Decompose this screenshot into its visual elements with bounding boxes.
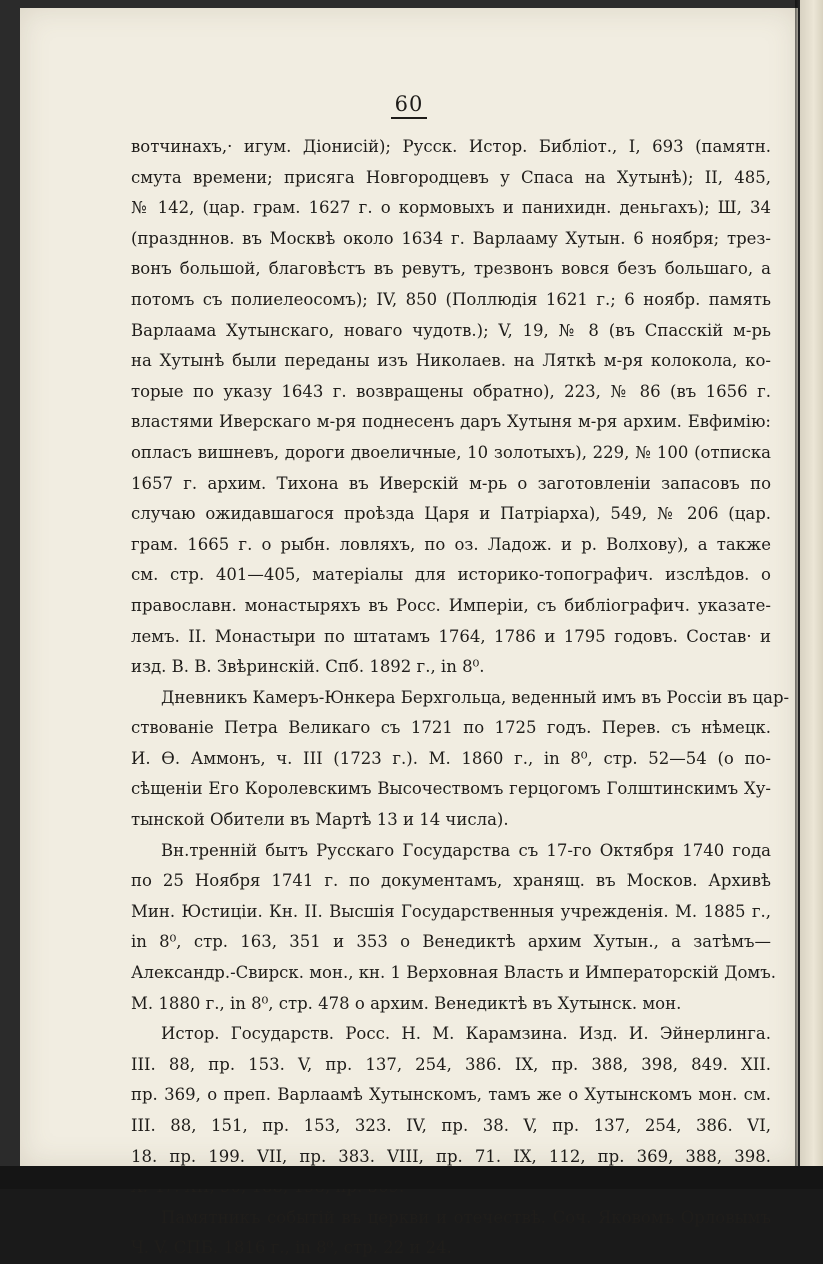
- text-line: Варлаама Хутынскаго, новаго чудотв.); V, 19, № 8 (въ Спасскій м-рь: [131, 320, 771, 340]
- text-line: опласъ вишневъ, дороги двоеличные, 10 золотыхъ), 229, № 100 (отписка: [131, 442, 771, 462]
- book-page: [20, 8, 798, 1258]
- text-line: 18. пр. 199. VII, пр. 383. VIII, пр. 71. IX, 112, пр. 369, 388, 398.: [131, 1146, 771, 1166]
- text-line: пр. 369, о преп. Варлаамѣ Хутынскомъ, тамъ же о Хутынскомъ мон. см.: [131, 1085, 771, 1105]
- text-line: Памятникъ событій въ церкви и отечествѣ. Соч. Яковомъ Орловымъ: [161, 1207, 771, 1227]
- text-line: ствованіе Петра Великаго съ 1721 по 1725 годъ. Перев. съ нѣмецк.: [131, 718, 771, 738]
- page-body-text: [131, 132, 790, 1264]
- paragraph: [131, 132, 771, 683]
- text-line: 1657 г. архим. Тихона въ Иверскій м-рь о заготовленіи запасовъ по: [131, 473, 771, 493]
- text-line: in 8⁰, стр. 163, 351 и 353 о Венедиктѣ архим Хутын., а затѣмъ—: [131, 932, 771, 952]
- text-line: III. 88, пр. 153. V, пр. 137, 254, 386. IX, пр. 388, 398, 849. XII.: [131, 1054, 771, 1074]
- text-line: по 25 Ноября 1741 г. по документамъ, хранящ. въ Москов. Архивѣ: [131, 871, 771, 891]
- text-line: грам. 1665 г. о рыбн. ловляхъ, по оз. Ладож. и р. Волхову), а также: [131, 534, 771, 554]
- text-line: торые по указу 1643 г. возвращены обратно), 223, № 86 (въ 1656 г.: [131, 381, 771, 401]
- text-line: Александр.-Свирск. мон., кн. 1 Верховная Власть и Императорскій Домъ.: [131, 963, 776, 983]
- page-number: 60: [20, 92, 798, 116]
- text-line: потомъ съ полиелеосомъ); IV, 850 (Поллюдія 1621 г.; 6 ноябр. память: [131, 289, 771, 309]
- text-line: лемъ. II. Монастыри по штатамъ 1764, 1786 и 1795 годовъ. Состав· и: [131, 626, 771, 646]
- text-line: изд. В. В. Звѣринскій. Спб. 1892 г., in 8⁰.: [131, 657, 485, 677]
- text-line: № 142, (цар. грам. 1627 г. о кормовыхъ и панихидн. деньгахъ); Ш, 34: [131, 198, 771, 218]
- text-line: сѣщеніи Его Королевскимъ Высочествомъ герцогомъ Голштинскимъ Ху-: [131, 779, 771, 799]
- text-line: вотчинахъ,· игум. Діонисій); Русск. Истор. Библіот., I, 693 (памятн.: [131, 137, 771, 156]
- text-line: властями Иверскаго м-ря поднесенъ даръ Хутыня м-ря архим. Евфимію:: [131, 412, 771, 432]
- paragraph: [131, 683, 790, 836]
- text-line: православн. монастыряхъ въ Росс. Имперіи, съ библіографич. указате-: [131, 595, 771, 615]
- text-line: Мин. Юстиціи. Кн. II. Высшія Государственныя учрежденія. М. 1885 г.,: [131, 901, 771, 921]
- text-line: смута времени; присяга Новгородцевъ у Спаса на Хутынѣ); II, 485,: [131, 167, 771, 187]
- text-line: случаю ожидавшагося проѣзда Царя и Патріарха), 549, № 206 (цар.: [131, 504, 771, 524]
- text-line: И. Ѳ. Аммонъ, ч. III (1723 г.). М. 1860 г., in 8⁰, стр. 52—54 (о по-: [131, 748, 771, 768]
- scan-bottom-border: [0, 1166, 823, 1189]
- text-line: (праздннов. въ Москвѣ около 1634 г. Варлааму Хутын. 6 ноября; трез-: [131, 228, 771, 248]
- paragraph: [131, 836, 776, 1020]
- text-line: Истор. Государств. Росс. Н. М. Карамзина. Изд. И. Эйнерлинга.: [161, 1024, 771, 1044]
- text-line: см. стр. 401—405, матеріалы для историко-топографич. изслѣдов. о: [131, 565, 771, 585]
- text-line: тынской Обители въ Мартѣ 13 и 14 числа).: [131, 810, 509, 830]
- text-line: III. 88, 151, пр. 153, 323. IV, пр. 38. V, пр. 137, 254, 386. VI,: [131, 1116, 771, 1135]
- next-page-edge: [800, 0, 823, 1189]
- text-line: на Хутынѣ были переданы изъ Николаев. на Ляткѣ м-ря колокола, ко-: [131, 351, 771, 371]
- text-line: вонъ большой, благовѣстъ въ ревутъ, трезвонъ вовся безъ большаго, а: [131, 259, 771, 279]
- paragraph: [131, 1203, 771, 1264]
- text-line: М. 1880 г., in 8⁰, стр. 478 о архим. Венедиктѣ въ Хутынск. мон.: [131, 993, 682, 1013]
- text-line: Ч. V. СПБ. 1816 г., in 8⁰, стр. 22 и 24.: [131, 1238, 452, 1258]
- text-line: Вн.тренній бытъ Русскаго Государства съ 17-го Октября 1740 года: [161, 840, 771, 860]
- text-line: Дневникъ Камеръ-Юнкера Берхгольца, веденный имъ въ Россіи въ цар-: [161, 687, 790, 707]
